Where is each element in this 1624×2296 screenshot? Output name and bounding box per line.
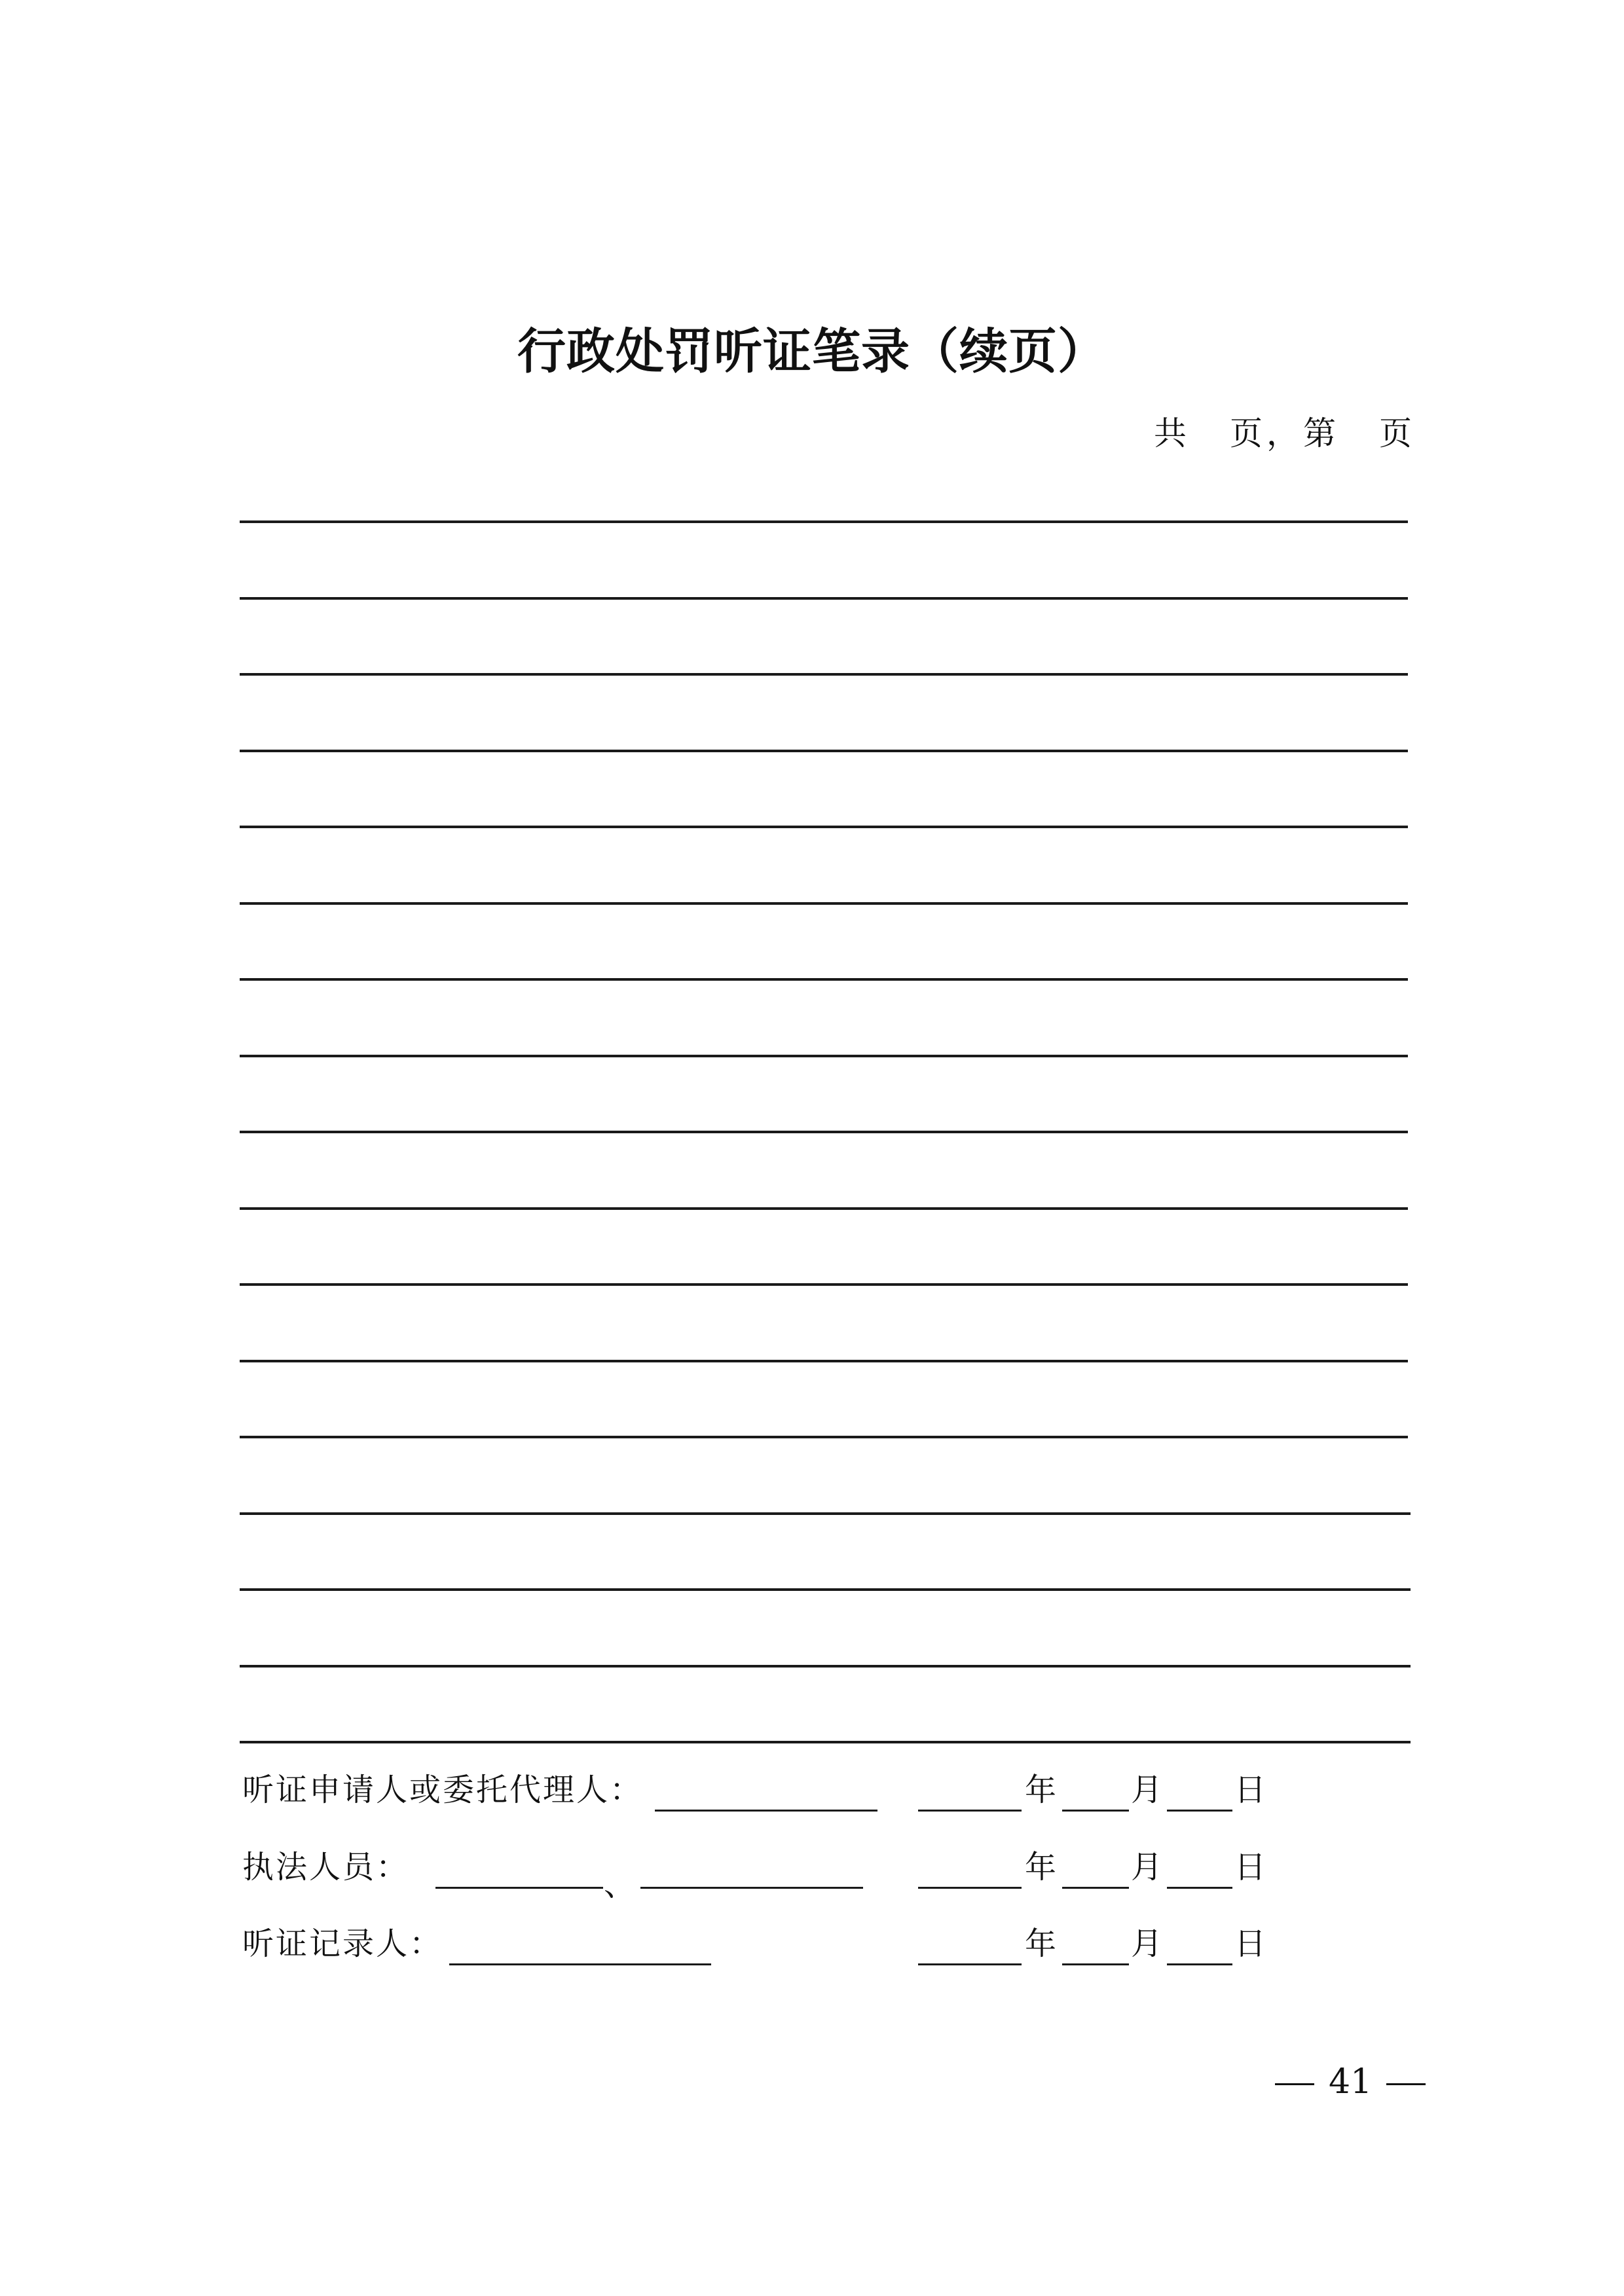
- document-title: 行政处罚听证笔录（续页）: [517, 323, 1107, 380]
- page-number-dash-left: [1275, 2083, 1314, 2085]
- day-label: 日: [1234, 1772, 1266, 1808]
- record-line[interactable]: [240, 978, 1408, 981]
- page-number-dash-right: [1386, 2083, 1426, 2085]
- page-number: [1261, 2062, 1440, 2102]
- record-line[interactable]: [240, 1360, 1408, 1362]
- month-label: 月: [1131, 1925, 1163, 1962]
- year-label: 年: [1025, 1772, 1057, 1808]
- day-blank[interactable]: [1167, 1963, 1232, 1965]
- day-blank[interactable]: [1167, 1810, 1232, 1812]
- record-line[interactable]: [240, 597, 1408, 600]
- month-blank[interactable]: [1062, 1887, 1129, 1889]
- page-unit-2: 页: [1379, 414, 1416, 452]
- officer-separator: 、: [604, 1867, 636, 1903]
- record-line[interactable]: [240, 673, 1408, 676]
- year-blank[interactable]: [918, 1963, 1022, 1965]
- applicant-signature-label: 听证申请人或委托代理人：: [242, 1772, 644, 1808]
- month-label: 月: [1131, 1849, 1163, 1886]
- record-line[interactable]: [240, 1207, 1408, 1210]
- year-blank[interactable]: [918, 1887, 1022, 1889]
- day-blank[interactable]: [1167, 1887, 1232, 1889]
- record-line[interactable]: [240, 1512, 1411, 1515]
- total-label: 共: [1154, 414, 1190, 452]
- record-line[interactable]: [240, 1741, 1411, 1743]
- recorder-signature-line[interactable]: [449, 1963, 711, 1965]
- record-line[interactable]: [240, 826, 1408, 828]
- record-line[interactable]: [240, 1588, 1411, 1591]
- page-number-value: 41: [1329, 2062, 1373, 2102]
- applicant-signature-line[interactable]: [655, 1810, 877, 1812]
- record-line[interactable]: [240, 1131, 1408, 1133]
- day-label: 日: [1234, 1849, 1266, 1886]
- month-blank[interactable]: [1062, 1810, 1129, 1812]
- record-line[interactable]: [240, 1283, 1408, 1286]
- month-label: 月: [1131, 1772, 1163, 1808]
- day-label: 日: [1234, 1925, 1266, 1962]
- officer-1-signature-line[interactable]: [435, 1887, 603, 1889]
- year-blank[interactable]: [918, 1810, 1022, 1812]
- record-line[interactable]: [240, 1665, 1411, 1667]
- current-label: 第: [1303, 414, 1340, 452]
- page-unit-1: 页，: [1230, 414, 1303, 452]
- record-line[interactable]: [240, 750, 1408, 752]
- officer-signature-label: 执法人员：: [242, 1849, 410, 1886]
- year-label: 年: [1025, 1849, 1057, 1886]
- record-line[interactable]: [240, 520, 1408, 523]
- page-count-info: [1154, 407, 1416, 454]
- recorder-signature-label: 听证记录人：: [242, 1925, 443, 1962]
- record-line[interactable]: [240, 1055, 1408, 1057]
- officer-2-signature-line[interactable]: [640, 1887, 863, 1889]
- year-label: 年: [1025, 1925, 1057, 1962]
- record-line[interactable]: [240, 902, 1408, 905]
- month-blank[interactable]: [1062, 1963, 1129, 1965]
- record-line[interactable]: [240, 1436, 1408, 1438]
